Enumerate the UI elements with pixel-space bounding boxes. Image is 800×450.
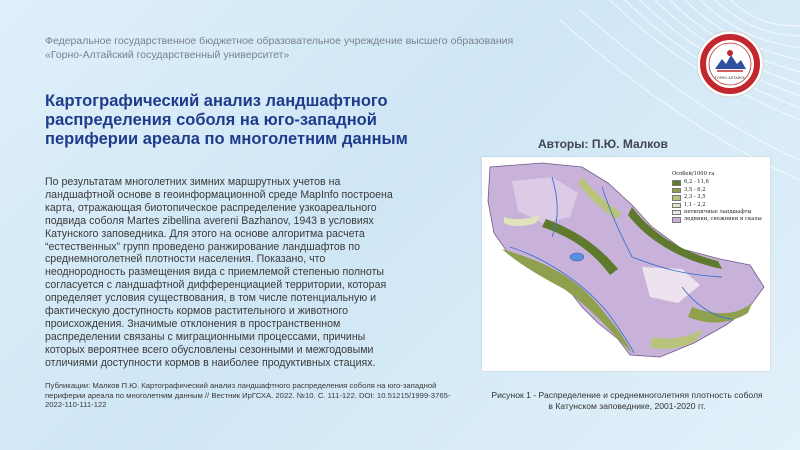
abstract-line: определяет условия существования, в том числе потенциальную и xyxy=(45,292,377,305)
legend-swatch xyxy=(672,188,681,194)
abstract-line: “естественных” групп проведено ранжирование ландшафтов по xyxy=(45,240,360,253)
abstract-line: По результатам многолетних зимних маршрутных учетов на xyxy=(45,176,341,188)
figure-caption xyxy=(482,390,772,412)
publication-reference xyxy=(45,381,465,410)
abstract-line: ландшафтной основе в геоинформационной среде MapInfo построена xyxy=(45,188,393,201)
legend-item xyxy=(672,179,764,186)
title-line-1: Картографический анализ ландшафтного xyxy=(45,92,388,110)
abstract-line: согласуется с ландшафтной дифференциацией территории, которая xyxy=(45,279,387,292)
abstract-line: происхождения. Значимые отклонения в пространственном xyxy=(45,317,341,330)
organization-name xyxy=(45,34,605,62)
abstract-line: распределении связаны с миграционными процессами, причины xyxy=(45,330,366,343)
legend-label: 6,2 - 11,6 xyxy=(684,179,709,186)
publication-line-2: периферии ареала по многолетним данным // Вестник ИрГСХА. 2022. №10. С. 111-122. DOI: 10.51215/1999-3765- xyxy=(45,390,451,400)
legend-item xyxy=(672,209,764,216)
caption-line-2: в Катунском заповеднике, 2001-2020 гг. xyxy=(548,401,706,411)
legend-swatch xyxy=(672,195,681,201)
reserve-map xyxy=(482,157,770,371)
authors: Авторы: П.Ю. Малков xyxy=(538,137,668,151)
presentation-title xyxy=(45,92,485,149)
organization-line-1: Федеральное государственное бюджетное образовательное учреждение высшего образования xyxy=(45,35,514,47)
abstract-line: фактическую доступность кормов растительного и животного xyxy=(45,305,348,318)
legend-item xyxy=(672,216,764,223)
publication-line-1: Публикации: Малков П.Ю. Картографический анализ ландшафтного распределения соболя на юго-западной xyxy=(45,381,437,390)
legend-swatch xyxy=(672,210,681,216)
abstract-line: подвида соболя Martes zibellina avereni Bazhanov, 1943 в условиях xyxy=(45,214,374,227)
map-legend xyxy=(672,171,764,224)
legend-swatch xyxy=(672,203,681,209)
abstract-line: отличиями доступности кормов в наиболее продуктивных стациях. xyxy=(45,356,376,369)
legend-label: 3,5 - 6,2 xyxy=(684,186,706,193)
abstract-line: Катунского заповедника. Для этого на основе алгоритма расчета xyxy=(45,227,365,240)
abstract-line: карта, отражающая биотопическое распределение узкоареального xyxy=(45,201,377,214)
caption-line-1: Рисунок 1 - Распределение и среднемноголетняя плотность соболя xyxy=(491,390,763,400)
legend-label: 2,3 - 3,5 xyxy=(684,194,706,201)
legend-swatch xyxy=(672,180,681,186)
legend-label: нетипичные ландшафты xyxy=(684,209,752,216)
legend-title: Особей/1000 га xyxy=(672,171,715,177)
abstract-line: которых вероятнее всего обусловлены сезонными и межгодовыми xyxy=(45,343,374,356)
legend-item xyxy=(672,194,764,201)
legend-swatch xyxy=(672,217,681,223)
publication-line-3: 2022-110-111-122 xyxy=(45,400,107,410)
abstract-line: среднемноголетней плотности населения. Показано, что xyxy=(45,253,326,266)
university-logo xyxy=(695,29,765,99)
abstract-line: неоднородность размещения вида с приемлемой степенью полноты xyxy=(45,266,385,279)
abstract-text xyxy=(45,176,463,370)
title-line-2: распределения соболя на юго-западной xyxy=(45,111,377,129)
legend-item xyxy=(672,202,764,209)
title-line-3: периферии ареала по многолетним данным xyxy=(45,130,408,148)
logo-center-text: ГОРНО-АЛТАЙСК xyxy=(715,76,745,80)
legend-item xyxy=(672,187,764,194)
organization-line-2: «Горно-Алтайский государственный университет» xyxy=(45,49,290,61)
legend-label: ледники, снежники и скалы xyxy=(684,216,762,223)
legend-label: 1,1 - 2,2 xyxy=(684,201,706,208)
